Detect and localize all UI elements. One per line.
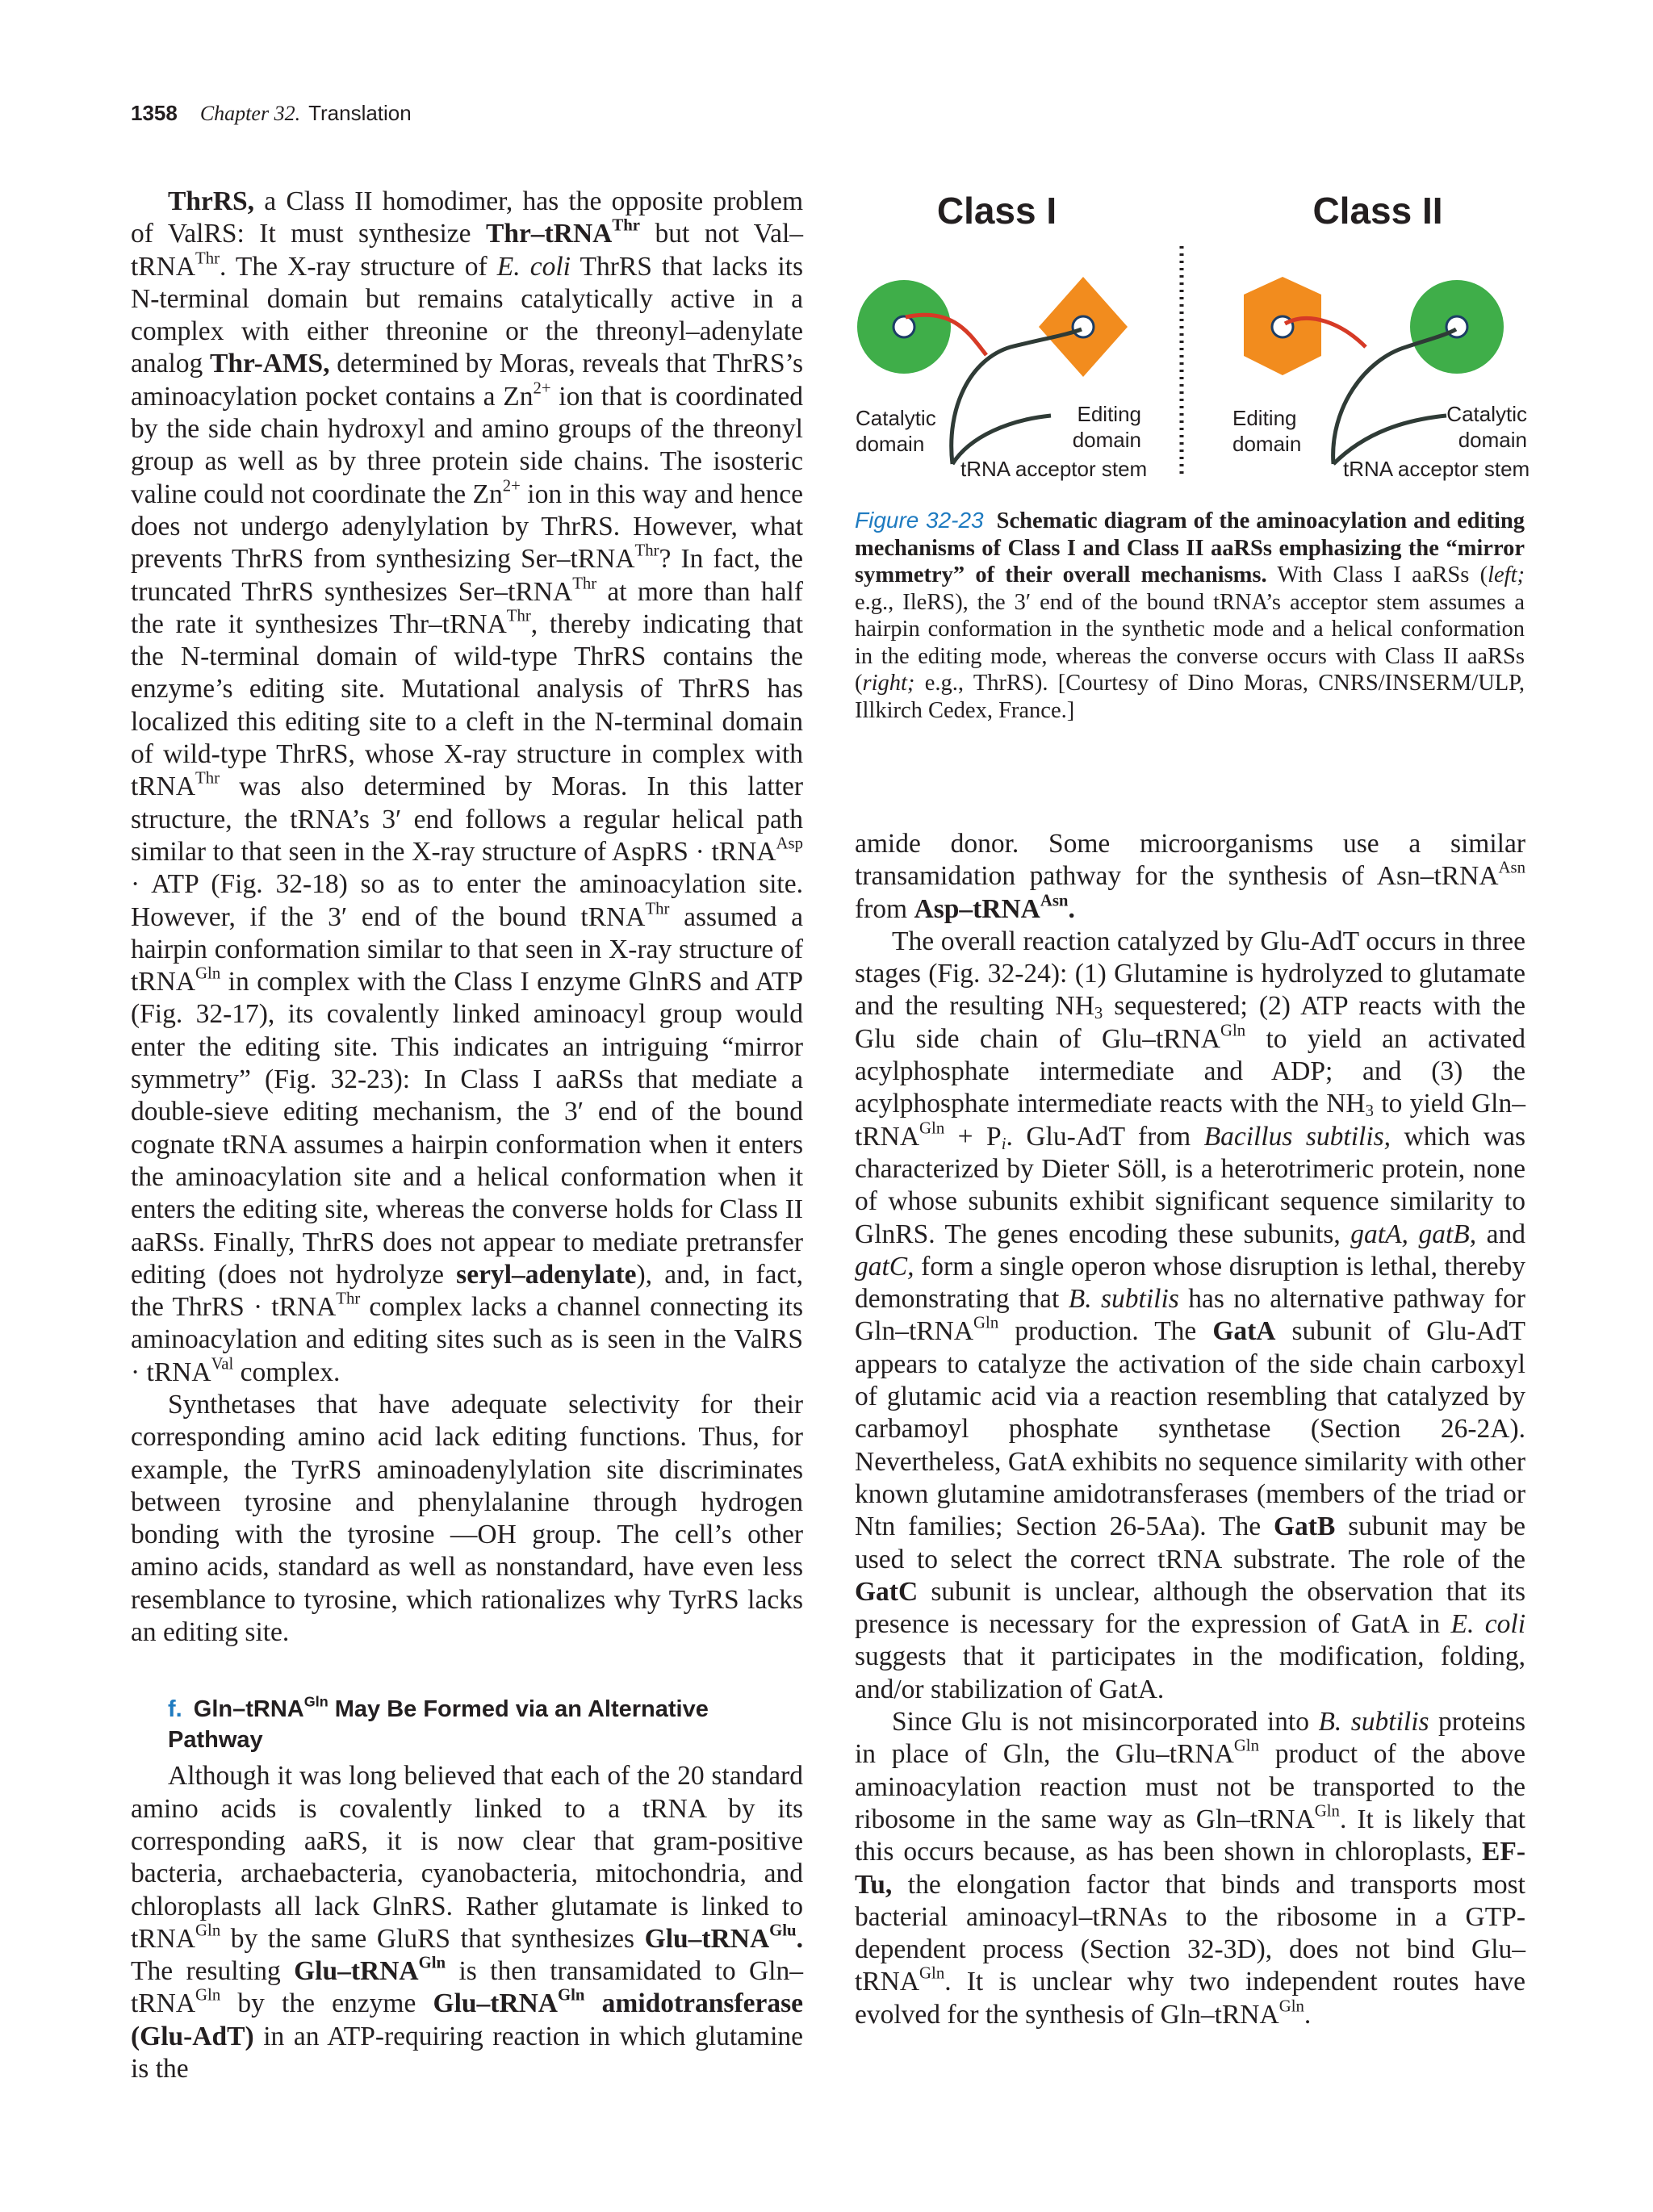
paragraph: ThrRS, a Class II homodimer, has the opposite problem of ValRS: It must synthesize Thr–tRNA$^{Thr}$ but not Val–tRNA$^{Thr}$. The X-ray structure of E. coli ThrRS that lacks its N-terminal domain but remains catalytically active in a complex with either threonine or the threonyl–adenylate analog Thr-AMS, determined by Moras, reveals that ThrRS’s aminoacylation pocket contains a $Zn^{2+}$ ion that is coordinated by the side chain hydroxyl and amino groups of the threonyl group as well as by three protein side chains. The isosteric valine could not coordinate the $Zn^{2+}$ ion in this way and hence does not undergo adenylylation by ThrRS. However, what prevents ThrRS from synthesizing Ser–tRNA$^{Thr}$? In fact, the truncated ThrRS synthesizes Ser–tRNA$^{Thr}$ at more than half the rate it synthesizes Thr–tRNA$^{Thr}$, thereby indicating that the N-terminal domain of wild-type ThrRS contains the enzyme’s editing site. Mutational analysis of ThrRS has localized this editing site to a cleft in the N-terminal domain of wild-type ThrRS, whose X-ray structure in complex with tRNA$^{Thr}$ was also determined by Moras. In this latter structure, the tRNA’s 3′ end follows a regular helical path similar to that seen in the X-ray structure of AspRS · tRNA$^{Asp}$ · ATP (Fig. 32-18) so as to enter the aminoacylation site. However, if the 3′ end of the bound tRNA$^{Thr}$ assumed a hairpin conformation similar to that seen in X-ray structure of tRNA$^{Gln}$ in complex with the Class I enzyme GlnRS and ATP (Fig. 32-17), its covalently linked aminoacyl group would enter the editing site. This indicates an intriguing “mirror symmetry” (Fig. 32-23): In Class I aaRSs that mediate a double-sieve editing mechanism, the 3′ end of the bound cognate tRNA assumes a hairpin conformation when it enters the aminoacylation site and a helical conformation when it enters the editing site, whereas the converse holds for Class II aaRSs. Finally, ThrRS does not appear to mediate pretransfer editing (does not hydrolyze seryl–adenylate), and, in fact, the ThrRS · tRNA$^{Thr}$ complex lacks a channel connecting its aminoacylation and editing sites such as is seen in the ValRS · tRNA$^{Val}$ complex. [131, 186, 803, 1387]
aars-mirror-symmetry-figure [849, 174, 1535, 496]
class-ii-right-label-1: Catalytic [1446, 402, 1527, 426]
class-ii-trna-label: tRNA acceptor stem [1343, 457, 1530, 481]
caption-title: Schematic diagram of the aminoacylation and editing mechanisms of Class I and Class II aaRSs emphasizing the “mirror symmetry” of their overall mechanisms. [855, 508, 1525, 587]
running-header [131, 101, 412, 126]
class-i-right-label-1: Editing [1077, 402, 1141, 426]
class-ii-right-label-2: domain [1458, 428, 1527, 452]
page-number: 1358 [131, 101, 178, 125]
chapter-title: Translation [308, 101, 412, 125]
class-i-right-label-2: domain [1072, 428, 1141, 452]
chapter-label: Chapter 32. [199, 102, 301, 125]
figure-label: Figure 32-23 [855, 508, 984, 533]
subheading-letter: f. [168, 1696, 182, 1723]
class-i-trna-label: tRNA acceptor stem [960, 457, 1148, 481]
class-i-left-label-1: Catalytic [856, 406, 936, 430]
section-subheading: f. Gln–tRNA$^{Gln}$ May Be Formed via an Alternative Pathway [168, 1693, 709, 1754]
paragraph: amide donor. Some microorganisms use a similar transamidation pathway for the synthesis of Asn–tRNA$^{Asn}$ from Asp–tRNA$^{Asn}$. [855, 829, 1525, 924]
class-ii-title: Class II [1312, 190, 1443, 232]
editing-site-marker [1073, 316, 1094, 337]
active-site-marker [893, 316, 914, 337]
right-column [855, 828, 1525, 2031]
class-i-left-label-2: domain [856, 432, 925, 456]
paragraph: Although it was long believed that each of the 20 standard amino acids is covalently linked to a tRNA by its corresponding aaRS, it is now clear that gram-positive bacteria, archaebacteria, cyanobacteria, mitochondria, and chloroplasts all lack GlnRS. Rather glutamate is linked to tRNA$^{Gln}$ by the same GluRS that synthesizes Glu–tRNA$^{Glu}$. The resulting Glu–tRNA$^{Gln}$ is then transamidated to Gln–tRNA$^{Gln}$ by the enzyme Glu–tRNA$^{Gln}$ amidotransferase (Glu-AdT) in an ATP-requiring reaction in which glutamine is the [131, 1761, 803, 2084]
figure-caption: Figure 32-23 Schematic diagram of the aminoacylation and editing mechanisms of Class I and Class II aaRSs emphasizing the “mirror symmetry” of their overall mechanisms. With Class I aaRSs (left; e.g., IleRS), the 3′ end of the bound tRNA’s acceptor stem assumes a hairpin conformation in the synthetic mode and a helical conformation in the editing mode, whereas the converse occurs with Class II aaRSs (right; e.g., ThrRS). [Courtesy of Dino Moras, CNRS/INSERM/ULP, Illkirch Cedex, France.] [855, 508, 1525, 723]
paragraph: Since Glu is not misincorporated into B. subtilis proteins in place of Gln, the Glu–tRNA$^{Gln}$ product of the above aminoacylation reaction must not be transported to the ribosome in the same way as Gln–tRNA$^{Gln}$. It is likely that this occurs because, as has been shown in chloroplasts, EF-Tu, the elongation factor that binds and transports most bacterial aminoacyl–tRNAs to the ribosome in a GTP-dependent process (Section 32-3D), does not bind Glu–tRNA$^{Gln}$. It is unclear why two independent routes have evolved for the synthesis of Gln–tRNA$^{Gln}$. [855, 1707, 1525, 2030]
class-ii-left-label-2: domain [1232, 432, 1302, 456]
paragraph: Synthetases that have adequate selectivity for their corresponding amino acid lack editing functions. Thus, for example, the TyrRS aminoadenylylation site discriminates between tyrosine and phenylalanine through hydrogen bonding with the tyrosine —OH group. The cell’s other amino acids, standard as well as nonstandard, have even less resemblance to tyrosine, which rationalizes why TyrRS lacks an editing site. [131, 1389, 803, 1648]
class-ii-left-label-1: Editing [1232, 406, 1297, 430]
left-column [131, 186, 803, 2085]
class-i-title: Class I [936, 190, 1057, 232]
paragraph: The overall reaction catalyzed by Glu-AdT occurs in three stages (Fig. 32-24): (1) Glutamine is hydrolyzed to glutamate and the resulting $NH_3$ sequestered; (2) ATP reacts with the Glu side chain of Glu–tRNA$^{Gln}$ to yield an activated acylphosphate intermediate and ADP; and (3) the acylphosphate intermediate reacts with the $NH_3$ to yield Gln–tRNA$^{Gln}$ + $P_i$. Glu-AdT from Bacillus subtilis, which was characterized by Dieter Söll, is a heterotrimeric protein, none of whose subunits exhibit significant sequence similarity to GlnRS. The genes encoding these subunits, gatA, gatB, and gatC, form a single operon whose disruption is lethal, thereby demonstrating that B. subtilis has no alternative pathway for Gln–tRNA$^{Gln}$ production. The GatA subunit of Glu-AdT appears to catalyze the activation of the side chain carboxyl of glutamic acid via a reaction resembling that catalyzed by carbamoyl phosphate synthetase (Section 26-2A). Nevertheless, GatA exhibits no sequence similarity with other known glutamine amidotransferases (members of the triad or Ntn families; Section 26-5Aa). The GatB subunit may be used to select the correct tRNA substrate. The role of the GatC subunit is unclear, although the observation that its presence is necessary for the expression of GatA in E. coli suggests that it participates in the modification, folding, and/or stabilization of GatA. [855, 926, 1526, 1704]
